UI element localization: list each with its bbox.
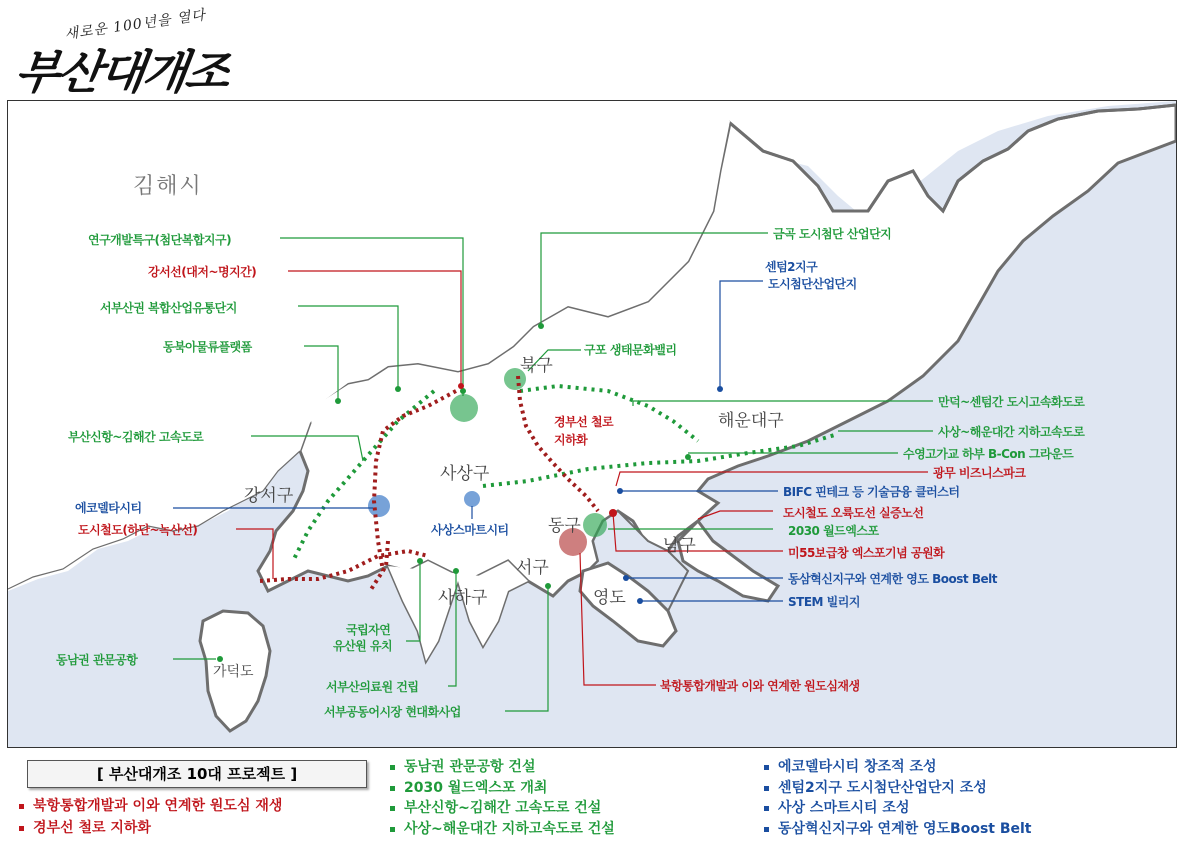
legend-green-3: 부산신항~김해간 고속도로 건설	[390, 797, 601, 817]
label-monorail: 도시철도 오륙도선 실증노선	[783, 506, 924, 520]
label-gupo: 구포 생태문화밸리	[584, 343, 677, 357]
legend-blue-4: 동삼혁신지구와 연계한 영도Boost Belt	[764, 818, 1032, 838]
label-forest-1: 국립자연	[346, 623, 391, 637]
busan-map	[7, 100, 1177, 748]
label-forest-2: 유산원 유치	[333, 639, 393, 653]
label-centum2-1: 센텀2지구	[765, 260, 818, 274]
saha-fill	[388, 561, 528, 661]
legend-blue-2: 센텀2지구 도시첨단산업단지 조성	[764, 777, 987, 797]
leader-market	[505, 586, 548, 711]
label-stem: STEM 빌리지	[788, 595, 860, 609]
legend-green-4: 사상~해운대간 지하고속도로 건설	[390, 818, 615, 838]
label-logistics: 동북아물류플랫폼	[163, 340, 252, 354]
label-bifc: BIFC 핀테크 등 기술금융 클러스터	[783, 485, 960, 499]
circle-sasang	[464, 491, 480, 507]
district-gangseo: 강서구	[244, 486, 294, 506]
legend-blue-3: 사상 스마트시티 조성	[764, 797, 909, 817]
label-suyeong: 수영고가교 하부 B-Con 그라운드	[903, 447, 1074, 461]
label-west-complex: 서부산권 복합산업유통단지	[100, 301, 237, 315]
label-medical: 서부산의료원 건립	[326, 680, 419, 694]
city-gimhae: 김해시	[133, 174, 203, 199]
legend-blue-1: 에코델타시티 창조적 조성	[764, 756, 937, 776]
circle-expo	[583, 513, 607, 537]
district-sasang: 사상구	[440, 464, 490, 484]
legend-red-2: 경부선 철로 지하화	[19, 817, 151, 837]
circle-ecodelta	[368, 495, 390, 517]
district-gadeokdo: 가덕도	[213, 664, 254, 680]
district-seogu: 서구	[516, 558, 549, 578]
label-dongsam: 동삼혁신지구와 연계한 영도 Boost Belt	[788, 572, 997, 586]
label-airport: 동남권 관문공항	[56, 653, 138, 667]
district-namgu: 남구	[663, 536, 696, 556]
label-sasang-smart: 사상스마트시티	[431, 523, 509, 537]
label-expo: 2030 월드엑스포	[788, 524, 879, 538]
label-newport: 부산신항~김해간 고속도로	[68, 430, 204, 444]
label-sasang-haeundae: 사상~해운대간 지하고속도로	[938, 425, 1085, 439]
logo-slogan: 새로운 100년을 열다	[63, 7, 207, 43]
busan-logo	[11, 7, 272, 99]
label-gyeongbu-2: 지하화	[554, 433, 588, 447]
label-gwangmu: 광무 비즈니스파크	[933, 466, 1026, 480]
label-gyeongbu-1: 경부선 철로	[554, 415, 614, 429]
label-northport: 북항통합개발과 이와 연계한 원도심재생	[660, 679, 860, 693]
label-gangseo-line: 강서선(대저~명지간)	[148, 265, 257, 279]
district-yeongdo: 영도	[593, 588, 626, 608]
legend-title: [ 부산대개조 10대 프로젝트 ]	[27, 760, 367, 788]
circle-gangseo-research	[450, 394, 478, 422]
district-saha: 사하구	[438, 588, 488, 608]
district-haeundae: 해운대구	[718, 411, 784, 431]
label-park55: 미55보급창 엑스포기념 공원화	[788, 546, 945, 560]
district-donggu: 동구	[548, 516, 581, 536]
label-mandeok: 만덕~센텀간 도시고속화도로	[938, 395, 1085, 409]
logo-title: 부산대개조	[11, 45, 232, 99]
label-market: 서부공동어시장 현대화사업	[324, 705, 461, 719]
legend-green-1: 동남권 관문공항 건설	[390, 756, 535, 776]
label-city-rail: 도시철도(하단~녹산선)	[78, 523, 198, 537]
legend-green-2: 2030 월드엑스포 개최	[390, 777, 547, 797]
label-research-zone: 연구개발특구(첨단복합지구)	[88, 233, 232, 247]
label-geumgok: 금곡 도시첨단 산업단지	[773, 227, 892, 241]
label-centum2-2: 도시첨단산업단지	[768, 277, 857, 291]
label-ecodelta: 에코델타시티	[75, 501, 142, 515]
district-bukgu: 북구	[520, 356, 553, 376]
legend-red-1: 북항통합개발과 이와 연계한 원도심 재생	[19, 795, 282, 815]
project-legend	[7, 752, 1175, 856]
